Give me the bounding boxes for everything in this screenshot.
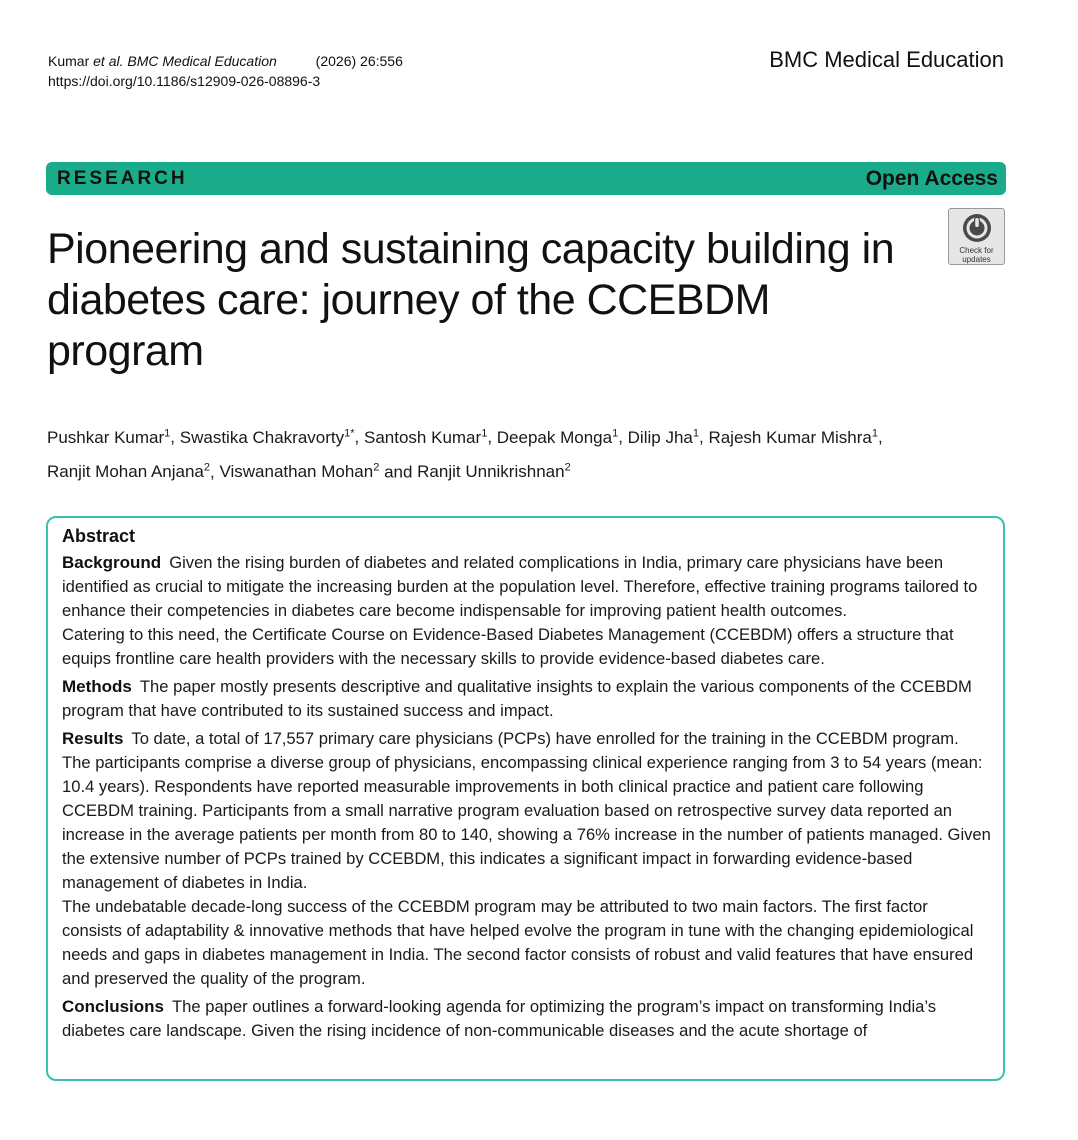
check-for-updates-badge[interactable]	[948, 208, 1005, 265]
results-text-2: The undebatable decade-long success of the CCEBDM program may be attributed to two main factors. The first factor consists of adaptability & innovative methods that have helped evolve the program in tune with the changing epidemiological needs and gaps in diabetes management in India. The second factor consists of robust and valid features that have ensured and preserved the quality of the program.	[62, 897, 974, 988]
abstract-results	[62, 727, 991, 991]
methods-label: Methods	[62, 677, 132, 696]
citation-line	[48, 51, 403, 71]
author[interactable]: Santosh Kumar$^1$	[364, 427, 488, 447]
abstract-methods	[62, 675, 991, 723]
citation-journal: et al. BMC Medical Education	[89, 53, 277, 69]
check-for-updates-icon	[961, 212, 993, 244]
conclusions-text: The paper outlines a forward-looking agenda for optimizing the program’s impact on transforming India’s diabetes care landscape. Given the rising incidence of non-communicable diseases and the acute shortage of	[62, 997, 937, 1040]
author[interactable]: Swastika Chakravorty$^{1*}$	[179, 427, 355, 447]
check-for-updates-label: Check for updates	[959, 246, 994, 264]
journal-name: BMC Medical Education	[769, 47, 1004, 72]
background-text: Given the rising burden of diabetes and related complications in India, primary care physicians have been identified as crucial to mitigate the increasing burden at the population level. Therefore, effective training programs tailored to enhance their competencies in diabetes care become indispensable for improving patient health outcomes.	[62, 553, 978, 620]
results-label: Results	[62, 729, 124, 748]
author[interactable]: Deepak Monga$^1$	[496, 427, 619, 447]
open-access-label: Open Access	[865, 166, 998, 190]
author[interactable]: Ranjit Mohan Anjana$^2$	[47, 461, 211, 482]
article-type-banner	[46, 162, 1006, 195]
citation-author: Kumar	[48, 53, 90, 69]
methods-text: The paper mostly presents descriptive and qualitative insights to explain the various components of the CCEBDM program that have contributed to its sustained success and impact.	[62, 677, 972, 720]
conclusions-label: Conclusions	[62, 997, 165, 1016]
author-list: Pushkar Kumar$^1$, Swastika Chakravorty$^{1*}$, Santosh Kumar$^1$, Deepak Monga$^1$, Dilip Jha$^1$, Rajesh Kumar Mishra$^1$, Ranjit Mohan Anjana$^2$, Viswanathan Mohan$^2$ and Ranjit Unnikrishnan$^2$	[47, 427, 883, 482]
abstract-background	[62, 551, 991, 671]
results-text: To date, a total of 17,557 primary care physicians (PCPs) have enrolled for the training in the CCEBDM program. The participants comprise a diverse group of physicians, encompassing clinical experience ranging from 3 to 54 years (mean: 10.4 years). Respondents have reported measurable improvements in both clinical practice and patient care following CCEBDM training. Participants from a small narrative program evaluation based on retrospective survey data reported an increase in the average patients per month from 80 to 140, showing a 76% increase in the number of patients managed. Given the extensive number of PCPs trained by CCEBDM, this indicates a significant impact in forwarding evidence-based management of diabetes in India.	[62, 729, 991, 892]
citation-header	[48, 51, 403, 91]
background-text-2: Catering to this need, the Certificate Course on Evidence-Based Diabetes Management (CCEBDM) offers a structure that equips frontline care health providers with the necessary skills to provide evidence-based diabetes care.	[62, 625, 954, 668]
author[interactable]: Ranjit Unnikrishnan$^2$	[417, 461, 571, 482]
author[interactable]: Viswanathan Mohan$^2$	[219, 461, 380, 482]
doi-link[interactable]: https://doi.org/10.1186/s12909-026-08896-3	[48, 73, 321, 89]
citation-year-volume: (2026) 26:556	[315, 53, 403, 69]
abstract-heading: Abstract	[62, 526, 136, 546]
abstract-box	[46, 516, 1005, 1081]
author[interactable]: Pushkar Kumar$^1$	[47, 427, 171, 447]
author[interactable]: Rajesh Kumar Mishra$^1$	[708, 427, 879, 447]
author[interactable]: Dilip Jha$^1$	[627, 427, 699, 447]
background-label: Background	[62, 553, 162, 572]
abstract-conclusions	[62, 995, 991, 1043]
article-type-label: RESEARCH	[57, 167, 188, 189]
article-title: Pioneering and sustaining capacity building in diabetes care: journey of the CCEBDM program	[47, 225, 895, 375]
